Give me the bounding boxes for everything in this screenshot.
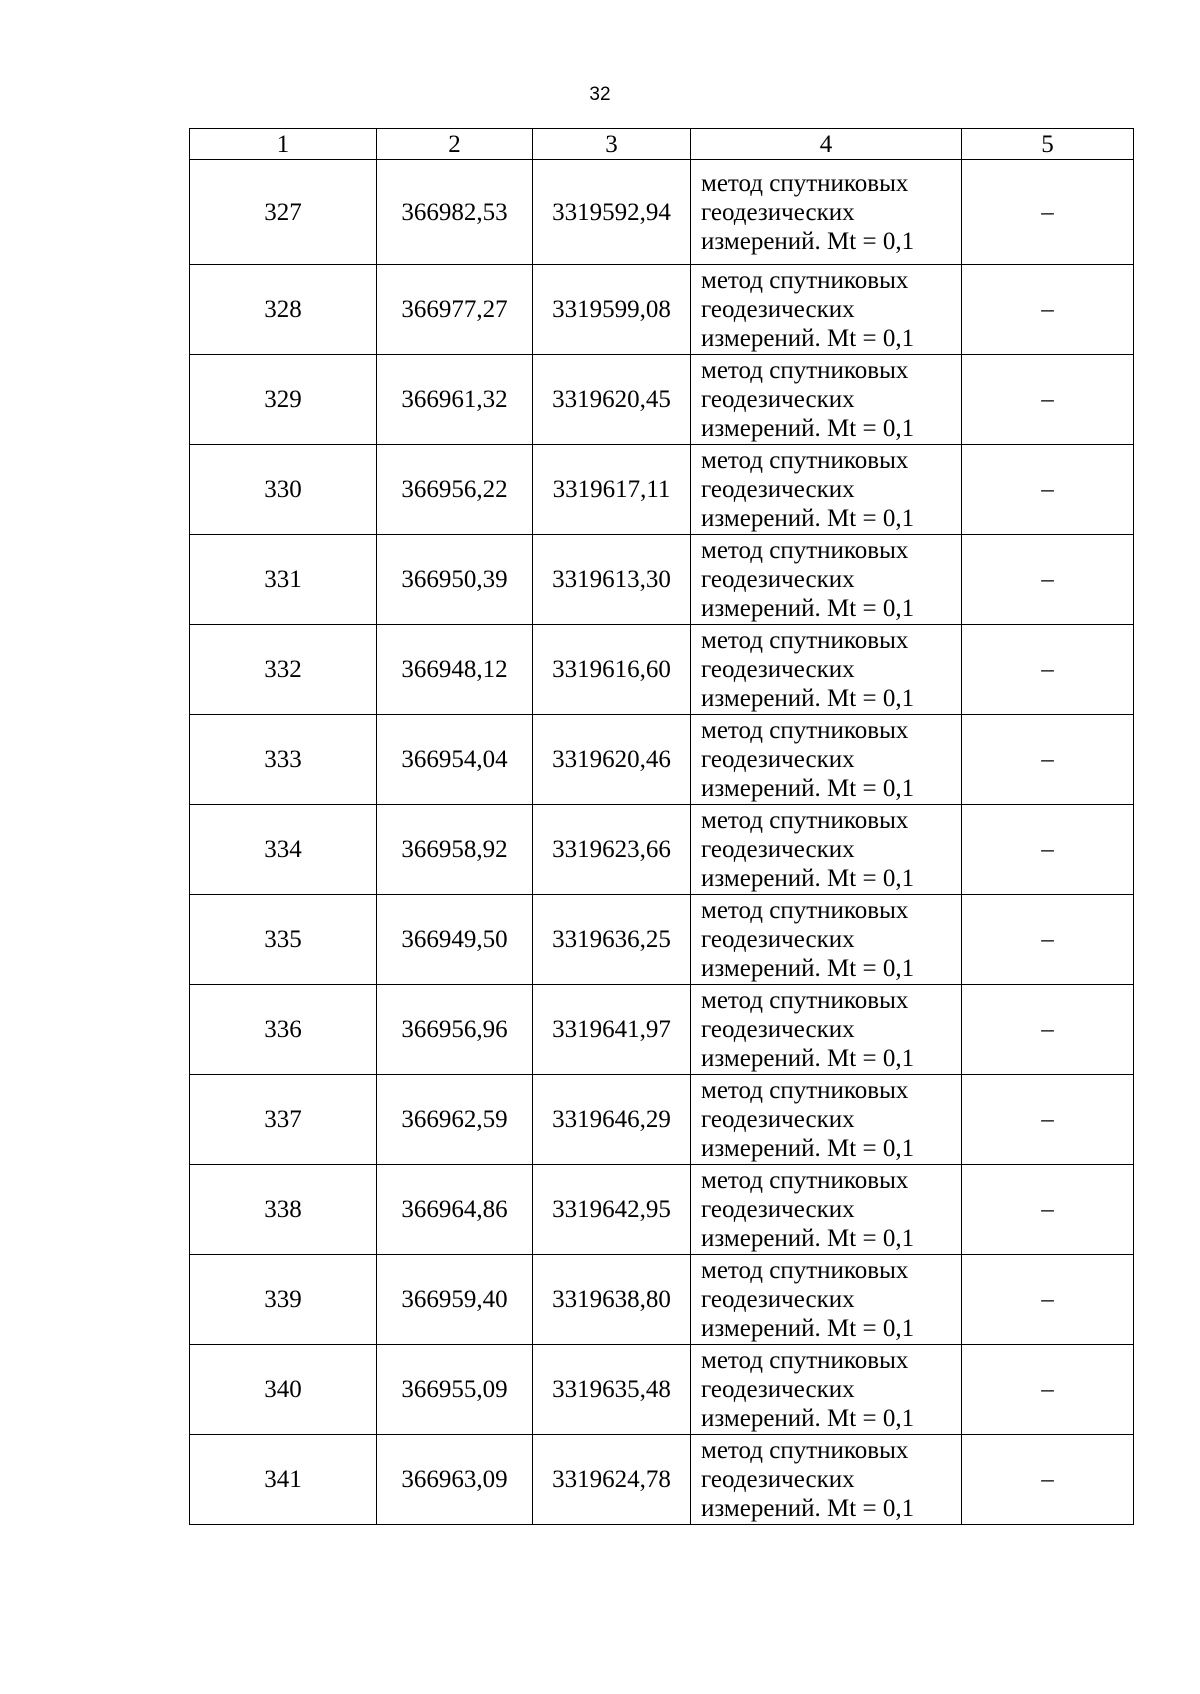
method-line: измерений. Mt = 0,1	[701, 227, 915, 255]
y-coordinate-cell: 3319646,29	[533, 1075, 691, 1165]
method-line: геодезических	[701, 476, 855, 503]
method-cell	[691, 445, 962, 535]
method-line: метод спутниковых	[701, 1347, 909, 1374]
x-coordinate-cell: 366963,09	[377, 1435, 533, 1525]
y-coordinate-cell: 3319642,95	[533, 1165, 691, 1255]
x-coordinate-cell: 366977,27	[377, 265, 533, 355]
table-row	[190, 160, 1134, 265]
table-header-row	[190, 129, 1134, 160]
method-cell	[691, 1255, 962, 1345]
note-cell: –	[962, 715, 1134, 805]
method-line: измерений. Mt = 0,1	[701, 955, 915, 982]
method-line: измерений. Mt = 0,1	[701, 1135, 915, 1162]
method-line: измерений. Mt = 0,1	[701, 415, 915, 442]
note-cell: –	[962, 895, 1134, 985]
table-row	[190, 895, 1134, 985]
x-coordinate-cell: 366955,09	[377, 1345, 533, 1435]
table-row	[190, 1165, 1134, 1255]
y-coordinate-cell: 3319624,78	[533, 1435, 691, 1525]
table-row	[190, 1255, 1134, 1345]
point-number-cell: 335	[190, 895, 377, 985]
y-coordinate-cell: 3319635,48	[533, 1345, 691, 1435]
method-cell	[691, 1075, 962, 1165]
method-cell	[691, 535, 962, 625]
method-cell	[691, 265, 962, 355]
point-number-cell: 336	[190, 985, 377, 1075]
point-number-cell: 339	[190, 1255, 377, 1345]
table-row	[190, 355, 1134, 445]
method-cell	[691, 355, 962, 445]
x-coordinate-cell: 366962,59	[377, 1075, 533, 1165]
x-coordinate-cell: 366956,22	[377, 445, 533, 535]
y-coordinate-cell: 3319641,97	[533, 985, 691, 1075]
method-line: измерений. Mt = 0,1	[701, 1405, 915, 1432]
x-coordinate-cell: 366958,92	[377, 805, 533, 895]
method-line: геодезических	[701, 1196, 855, 1223]
method-line: метод спутниковых	[701, 267, 909, 294]
point-number-cell: 330	[190, 445, 377, 535]
note-cell: –	[962, 535, 1134, 625]
point-number-cell: 337	[190, 1075, 377, 1165]
note-cell: –	[962, 355, 1134, 445]
table-row	[190, 625, 1134, 715]
method-cell	[691, 1345, 962, 1435]
x-coordinate-cell: 366949,50	[377, 895, 533, 985]
point-number-cell: 332	[190, 625, 377, 715]
method-cell	[691, 895, 962, 985]
method-line: метод спутниковых	[701, 1077, 909, 1104]
column-header: 2	[377, 129, 533, 160]
method-line: геодезических	[701, 836, 855, 863]
method-cell	[691, 1165, 962, 1255]
method-line: метод спутниковых	[701, 897, 909, 924]
y-coordinate-cell: 3319636,25	[533, 895, 691, 985]
method-line: метод спутниковых	[701, 357, 909, 384]
x-coordinate-cell: 366954,04	[377, 715, 533, 805]
method-line: измерений. Mt = 0,1	[701, 505, 915, 532]
point-number-cell: 331	[190, 535, 377, 625]
note-cell: –	[962, 445, 1134, 535]
point-number-cell: 334	[190, 805, 377, 895]
table-body	[190, 160, 1134, 1525]
y-coordinate-cell: 3319638,80	[533, 1255, 691, 1345]
method-cell	[691, 985, 962, 1075]
point-number-cell: 327	[190, 160, 377, 265]
method-line: метод спутниковых	[701, 1167, 909, 1194]
note-cell: –	[962, 160, 1134, 265]
note-cell: –	[962, 1075, 1134, 1165]
method-line: геодезических	[701, 746, 855, 773]
method-line: метод спутниковых	[701, 169, 909, 197]
method-line: геодезических	[701, 926, 855, 953]
method-line: метод спутниковых	[701, 717, 909, 744]
point-number-cell: 333	[190, 715, 377, 805]
note-cell: –	[962, 1435, 1134, 1525]
point-number-cell: 338	[190, 1165, 377, 1255]
table-row	[190, 805, 1134, 895]
y-coordinate-cell: 3319620,45	[533, 355, 691, 445]
point-number-cell: 340	[190, 1345, 377, 1435]
method-line: геодезических	[701, 1286, 855, 1313]
point-number-cell: 341	[190, 1435, 377, 1525]
method-line: геодезических	[701, 656, 855, 683]
method-cell	[691, 805, 962, 895]
method-line: геодезических	[701, 1016, 855, 1043]
x-coordinate-cell: 366964,86	[377, 1165, 533, 1255]
method-line: измерений. Mt = 0,1	[701, 1225, 915, 1252]
note-cell: –	[962, 985, 1134, 1075]
method-line: измерений. Mt = 0,1	[701, 685, 915, 712]
note-cell: –	[962, 805, 1134, 895]
y-coordinate-cell: 3319620,46	[533, 715, 691, 805]
y-coordinate-cell: 3319613,30	[533, 535, 691, 625]
table-row	[190, 1435, 1134, 1525]
column-header: 5	[962, 129, 1134, 160]
table-row	[190, 985, 1134, 1075]
method-line: измерений. Mt = 0,1	[701, 865, 915, 892]
method-line: измерений. Mt = 0,1	[701, 775, 915, 802]
method-cell	[691, 160, 962, 265]
y-coordinate-cell: 3319617,11	[533, 445, 691, 535]
method-line: геодезических	[701, 1466, 855, 1493]
method-cell	[691, 1435, 962, 1525]
table-row	[190, 265, 1134, 355]
method-line: метод спутниковых	[701, 1437, 909, 1464]
y-coordinate-cell: 3319623,66	[533, 805, 691, 895]
x-coordinate-cell: 366956,96	[377, 985, 533, 1075]
column-header: 3	[533, 129, 691, 160]
method-line: геодезических	[701, 296, 855, 323]
note-cell: –	[962, 1345, 1134, 1435]
note-cell: –	[962, 265, 1134, 355]
method-line: метод спутниковых	[701, 447, 909, 474]
method-line: метод спутниковых	[701, 1257, 909, 1284]
x-coordinate-cell: 366959,40	[377, 1255, 533, 1345]
y-coordinate-cell: 3319616,60	[533, 625, 691, 715]
method-line: метод спутниковых	[701, 537, 909, 564]
method-line: измерений. Mt = 0,1	[701, 1315, 915, 1342]
table-row	[190, 1075, 1134, 1165]
method-line: метод спутниковых	[701, 807, 909, 834]
point-number-cell: 328	[190, 265, 377, 355]
x-coordinate-cell: 366948,12	[377, 625, 533, 715]
table-row	[190, 1345, 1134, 1435]
y-coordinate-cell: 3319599,08	[533, 265, 691, 355]
x-coordinate-cell: 366950,39	[377, 535, 533, 625]
table-row	[190, 445, 1134, 535]
method-line: геодезических	[701, 1106, 855, 1133]
x-coordinate-cell: 366982,53	[377, 160, 533, 265]
method-line: измерений. Mt = 0,1	[701, 595, 915, 622]
method-line: геодезических	[701, 566, 855, 593]
column-header: 4	[691, 129, 962, 160]
note-cell: –	[962, 625, 1134, 715]
note-cell: –	[962, 1165, 1134, 1255]
coordinates-table	[189, 128, 1134, 1525]
method-line: измерений. Mt = 0,1	[701, 1045, 915, 1072]
method-line: измерений. Mt = 0,1	[701, 325, 915, 352]
method-line: измерений. Mt = 0,1	[701, 1495, 915, 1522]
x-coordinate-cell: 366961,32	[377, 355, 533, 445]
method-cell	[691, 715, 962, 805]
column-header: 1	[190, 129, 377, 160]
note-cell: –	[962, 1255, 1134, 1345]
method-line: геодезических	[701, 1376, 855, 1403]
page-number: 32	[589, 84, 611, 105]
method-line: геодезических	[701, 386, 855, 413]
method-cell	[691, 625, 962, 715]
method-line: метод спутниковых	[701, 627, 909, 654]
y-coordinate-cell: 3319592,94	[533, 160, 691, 265]
method-line: геодезических	[701, 198, 855, 226]
point-number-cell: 329	[190, 355, 377, 445]
method-line: метод спутниковых	[701, 987, 909, 1014]
table-row	[190, 535, 1134, 625]
table-row	[190, 715, 1134, 805]
